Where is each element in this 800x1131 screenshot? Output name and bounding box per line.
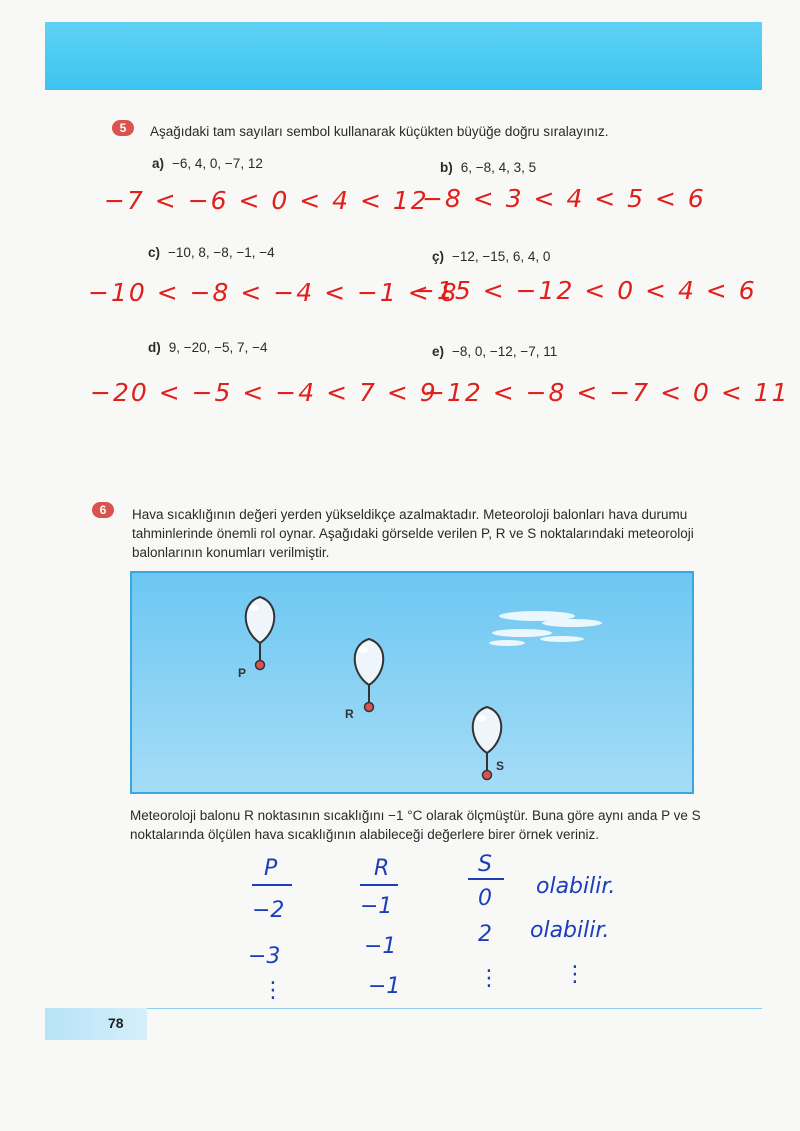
balloon-p-icon (246, 597, 275, 670)
table-cell-r-3: −1 (368, 974, 401, 999)
q5-item-cc (432, 249, 550, 264)
q5-answer-a: −7 < −6 < 0 < 4 < 12 (104, 186, 429, 215)
table-note-3: ⋮ (564, 962, 586, 987)
q5-item-e (432, 344, 557, 359)
table-header-p: P (264, 856, 278, 881)
question-5-prompt: Aşağıdaki tam sayıları sembol kullanarak küçükten büyüğe doğru sıralayınız. (150, 124, 609, 139)
table-cell-p-2: −3 (248, 944, 281, 969)
item-numbers: 6, −8, 4, 3, 5 (460, 160, 537, 175)
item-numbers: −10, 8, −8, −1, −4 (168, 245, 275, 260)
question-6-follow-up: Meteoroloji balonu R noktasının sıcaklığını −1 °C olarak ölçmüştür. Buna göre aynı anda P ve S noktalarında ölçülen hava sıcaklığının alabileceği değerlere birer örnek veriniz. (130, 808, 701, 842)
table-note-2: olabilir. (530, 918, 610, 943)
table-header-r: R (374, 856, 390, 881)
table-cell-r-2: −1 (364, 934, 397, 959)
table-header-s: S (478, 852, 492, 877)
header-underline (468, 878, 504, 880)
item-numbers: 9, −20, −5, 7, −4 (168, 340, 268, 355)
balloon-r-icon (355, 639, 384, 712)
sky-illustration (130, 571, 694, 794)
item-label: b) (440, 160, 453, 175)
point-label-s: S (496, 759, 505, 773)
point-label-r: R (345, 707, 354, 721)
table-cell-s-3: ⋮ (478, 966, 500, 991)
question-5-badge: 5 (112, 120, 134, 136)
q5-answer-e: −12 < −8 < −7 < 0 < 11 (424, 378, 790, 407)
item-label: ç) (432, 249, 445, 264)
q5-answer-b: −8 < 3 < 4 < 5 < 6 (422, 184, 706, 213)
q5-item-c (148, 245, 275, 260)
table-cell-r-1: −1 (360, 894, 393, 919)
q5-item-d (148, 340, 267, 355)
q5-answer-d: −20 < −5 < −4 < 7 < 9 (90, 378, 438, 407)
q5-answer-c: −10 < −8 < −4 < −1 < 8 (88, 278, 459, 307)
header-band (45, 22, 762, 90)
q5-item-a (152, 156, 263, 171)
table-cell-s-2: 2 (478, 922, 492, 947)
item-label: e) (432, 344, 445, 359)
header-underline (360, 884, 398, 886)
question-6-prompt: Hava sıcaklığının değeri yerden yükseldikçe azalmaktadır. Meteoroloji balonları hava durumu tahminlerinde önemli rol oynar. Aşağıdaki görselde verilen P, R ve S noktalarındaki meteoroloji balonlarının konumları verilmiştir. (132, 507, 694, 560)
page-number: 78 (108, 1015, 124, 1031)
point-label-p: P (238, 666, 247, 680)
balloons-graphic (132, 573, 692, 792)
item-label: a) (152, 156, 165, 171)
item-label: d) (148, 340, 161, 355)
item-numbers: −12, −15, 6, 4, 0 (452, 249, 551, 264)
table-cell-p-1: −2 (252, 898, 285, 923)
footer-divider (147, 1008, 762, 1009)
q5-answer-cc: −15 < −12 < 0 < 4 < 6 (414, 276, 757, 305)
item-numbers: −6, 4, 0, −7, 12 (172, 156, 263, 171)
footer-band (45, 1008, 147, 1040)
item-label: c) (148, 245, 161, 260)
header-underline (252, 884, 292, 886)
cloud-icon (489, 611, 602, 646)
table-cell-p-3: ⋮ (262, 978, 284, 1003)
table-cell-s-1: 0 (478, 886, 492, 911)
item-numbers: −8, 0, −12, −7, 11 (452, 344, 558, 359)
table-note-1: olabilir. (536, 874, 616, 899)
q5-item-b (440, 160, 536, 175)
question-6-badge: 6 (92, 502, 114, 518)
